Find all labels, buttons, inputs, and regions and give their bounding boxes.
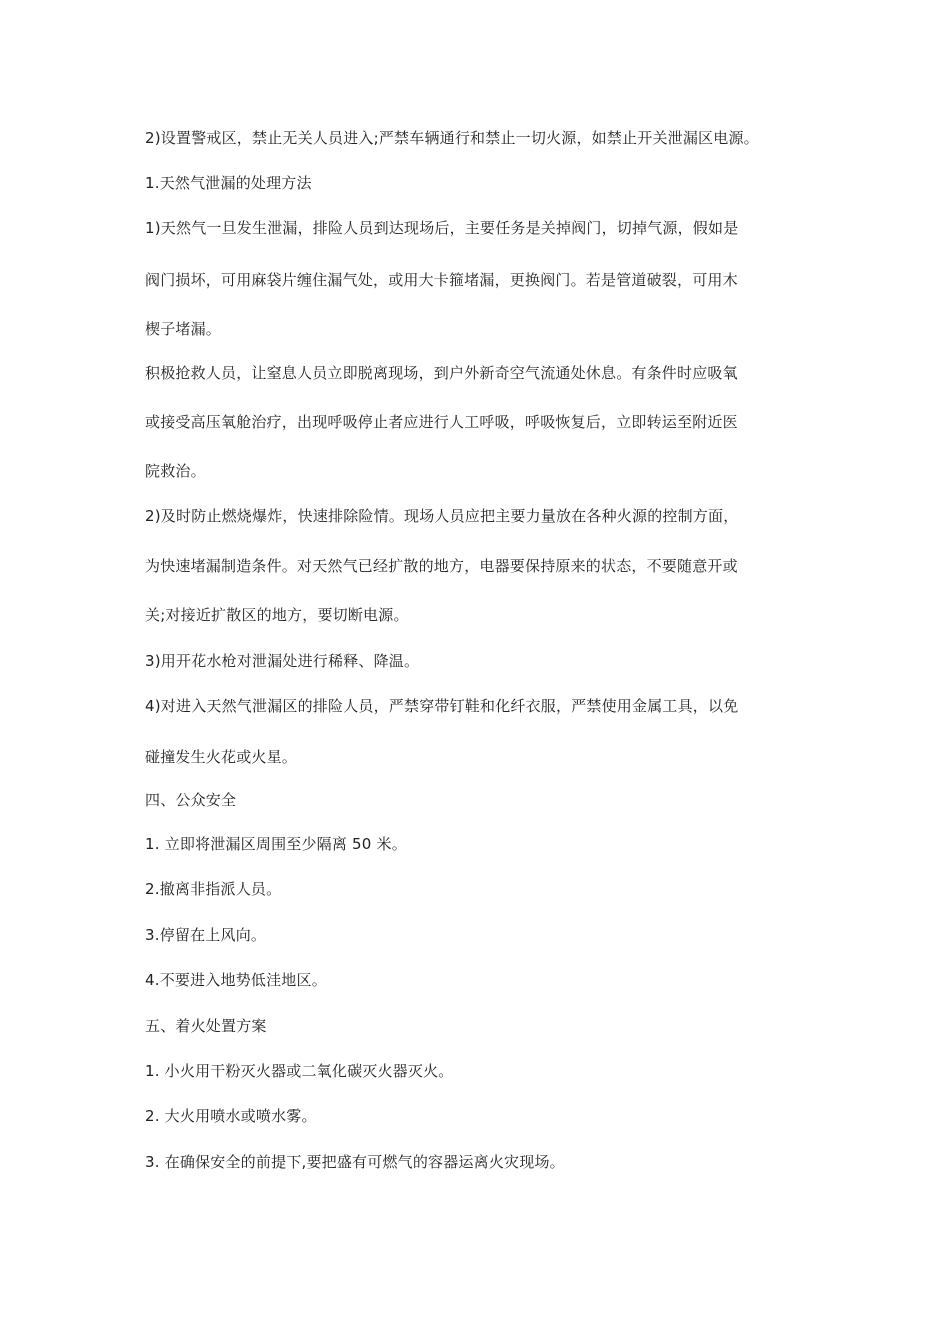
text-line: 1)天然气一旦发生泄漏，排险人员到达现场后，主要任务是关掉阀门，切掉气源，假如是	[145, 219, 739, 237]
text-line: 3)用开花水枪对泄漏处进行稀释、降温。	[145, 652, 420, 670]
text-line: 阀门损坏，可用麻袋片缠住漏气处，或用大卡箍堵漏，更换阀门。若是管道破裂，可用木	[145, 271, 738, 289]
list-item: 3. 在确保安全的前提下,要把盛有可燃气的容器运离火灾现场。	[145, 1153, 565, 1171]
list-item: 1. 立即将泄漏区周围至少隔离 50 米。	[145, 835, 407, 853]
text-line: 积极抢救人员，让窒息人员立即脱离现场，到户外新奇空气流通处休息。有条件时应吸氧	[145, 364, 738, 382]
list-item: 1. 小火用干粉灭火器或二氧化碳灭火器灭火。	[145, 1062, 454, 1080]
text-line: 碰撞发生火花或火星。	[145, 748, 298, 766]
list-item: 2. 大火用喷水或喷水雾。	[145, 1107, 317, 1125]
list-item: 4.不要进入地势低洼地区。	[145, 971, 327, 989]
text-line: 4)对进入天然气泄漏区的排险人员，严禁穿带钉鞋和化纤衣服，严禁使用金属工具，以免	[145, 697, 739, 715]
list-item: 3.停留在上风向。	[145, 926, 267, 944]
section-heading: 1.天然气泄漏的处理方法	[145, 174, 312, 192]
section-heading: 五、着火处置方案	[145, 1017, 267, 1035]
text-line: 2)设置警戒区，禁止无关人员进入;严禁车辆通行和禁止一切火源，如禁止开关泄漏区电源。	[145, 129, 759, 147]
text-line: 或接受高压氧舱治疗，出现呼吸停止者应进行人工呼吸，呼吸恢复后，立即转运至附近医	[145, 413, 738, 431]
text-line: 院救治。	[145, 462, 206, 480]
section-heading: 四、公众安全	[145, 791, 237, 809]
list-item: 2.撤离非指派人员。	[145, 880, 282, 898]
text-line: 楔子堵漏。	[145, 320, 222, 338]
text-line: 为快速堵漏制造条件。对天然气已经扩散的地方，电器要保持原来的状态，不要随意开或	[145, 557, 738, 575]
text-line: 关;对接近扩散区的地方，要切断电源。	[145, 606, 409, 624]
text-line: 2)及时防止燃烧爆炸，快速排除险情。现场人员应把主要力量放在各种火源的控制方面，	[145, 507, 739, 525]
